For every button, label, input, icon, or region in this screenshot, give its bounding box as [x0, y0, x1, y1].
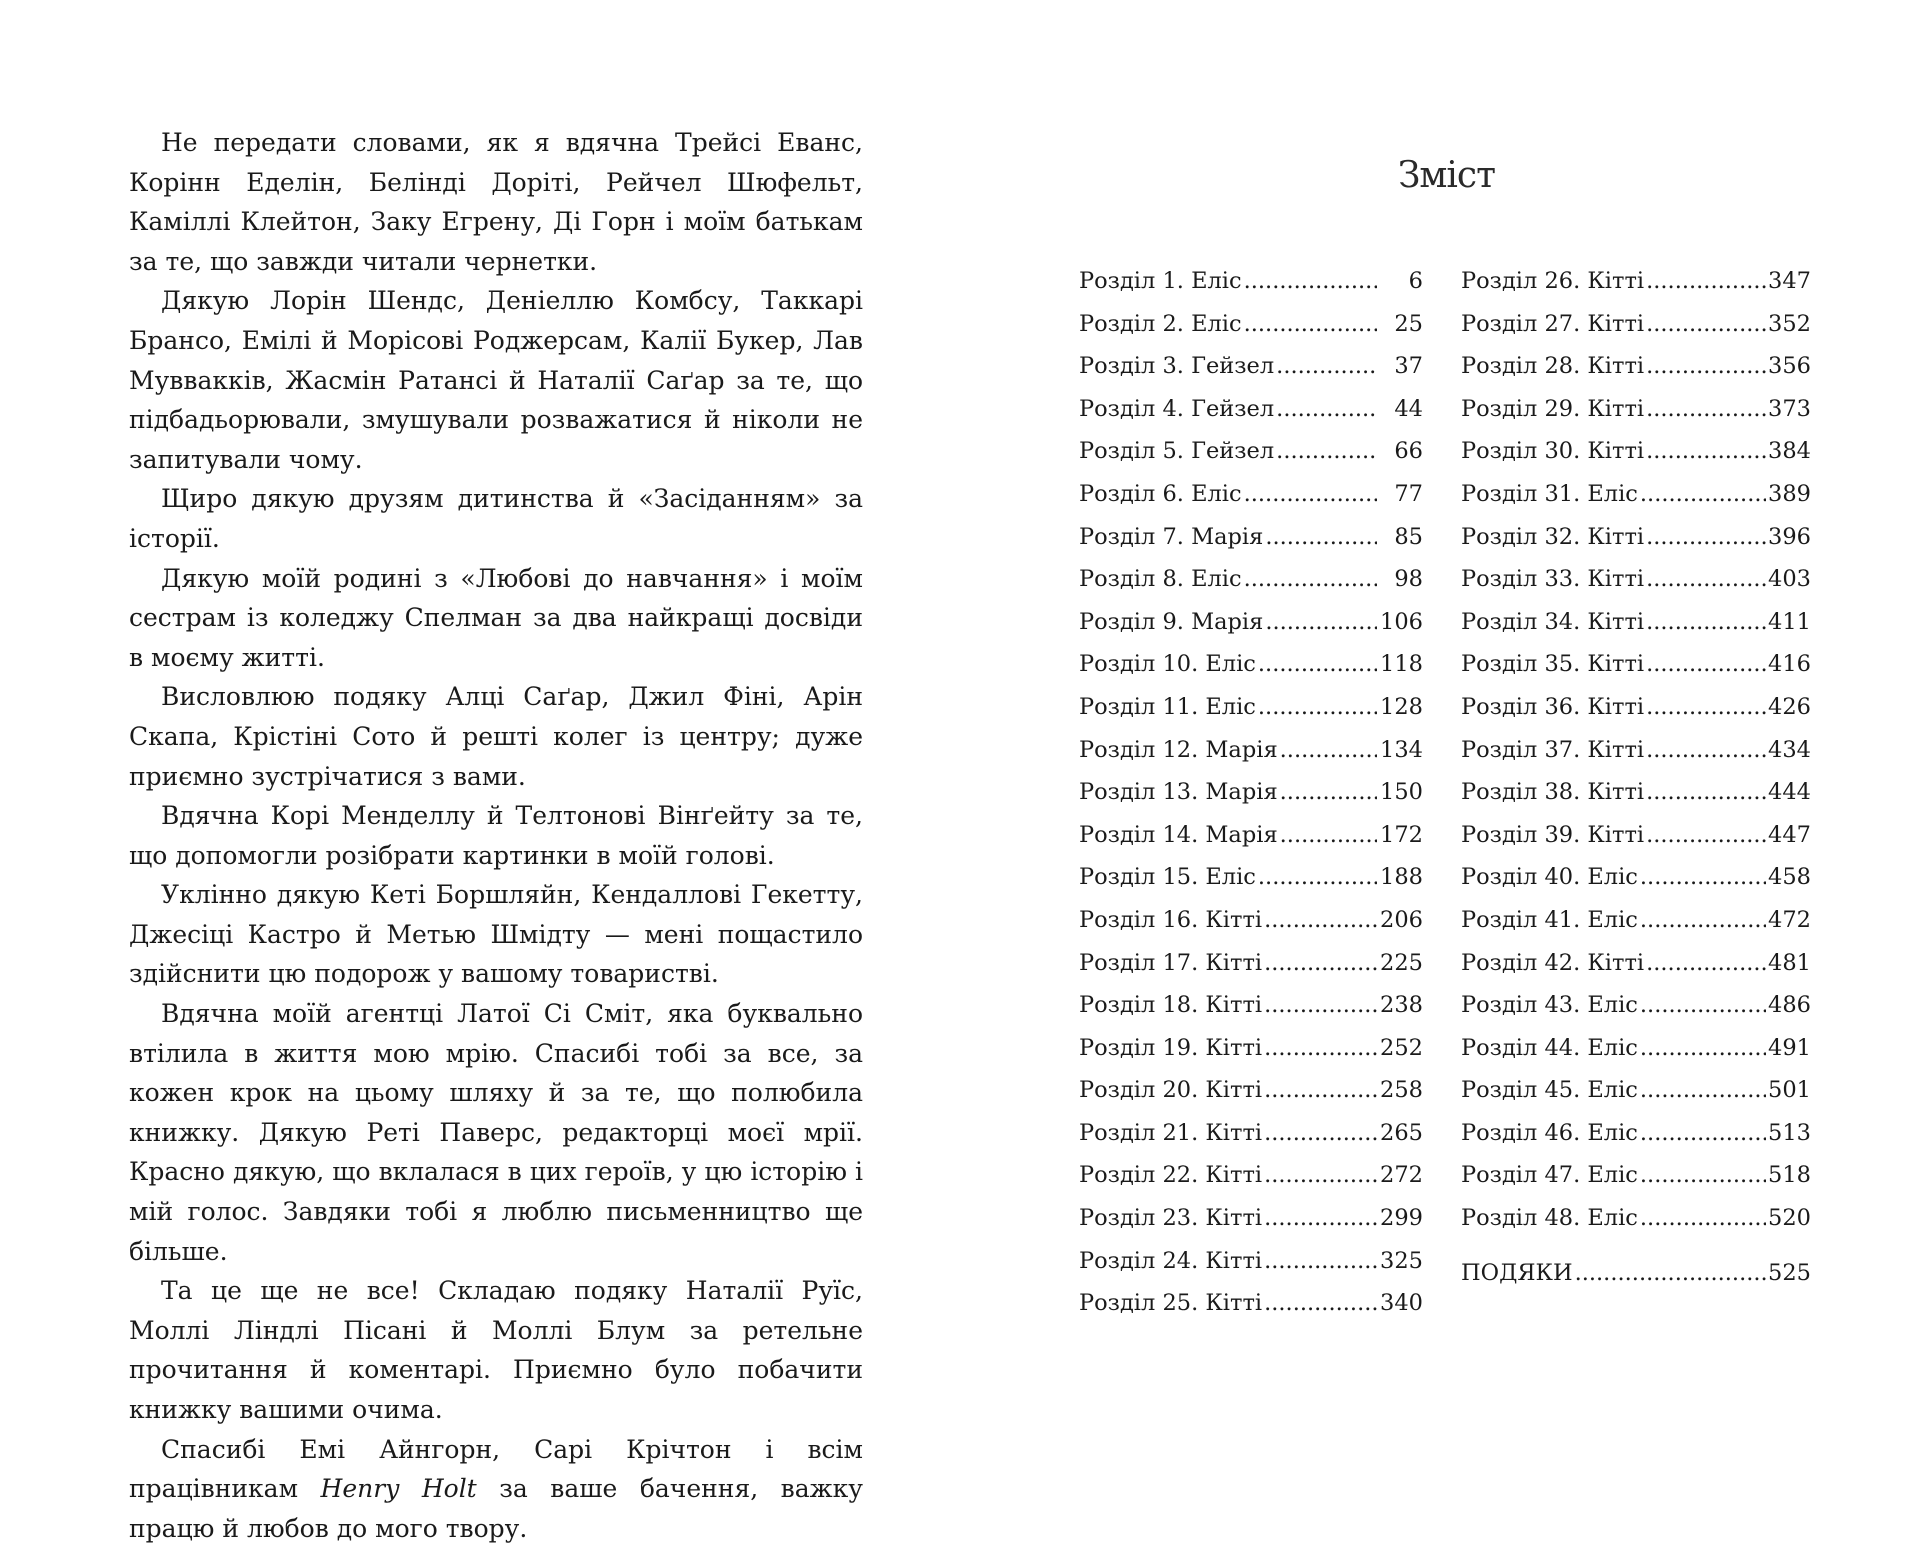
dot-leader — [1258, 856, 1377, 899]
toc-entry-page: 85 — [1394, 523, 1423, 550]
dot-leader — [1640, 473, 1766, 516]
toc-entry-label: Розділ 15. Еліс — [1079, 864, 1256, 891]
dot-leader — [1264, 1112, 1377, 1155]
toc-entry[interactable] — [1461, 814, 1811, 857]
dot-leader — [1646, 430, 1766, 473]
toc-entry-page: 272 — [1380, 1162, 1423, 1189]
dot-leader — [1264, 942, 1377, 985]
toc-entry-label: Розділ 1. Еліс — [1079, 268, 1242, 294]
toc-entry[interactable] — [1079, 516, 1423, 559]
page-title: Зміст — [1397, 155, 1496, 196]
toc-entry-label: Розділ 46. Еліс — [1461, 1119, 1638, 1146]
toc-entry-label: Розділ 21. Кітті — [1079, 1119, 1263, 1146]
toc-entry[interactable] — [1461, 899, 1811, 942]
toc-entry[interactable] — [1461, 1069, 1811, 1112]
ack-paragraph: Вдячна моїй агентці Латої Сі Сміт, яка буквально втілила в життя мою мрію. Спасибі тобі за все, за кожен крок на цьому шляху й за те, що полюбила книжку. Дякую Реті Паверс, редакторці моєї мрії. Красно дякую, що вклалася в цих героїв, у цю історію і мій голос. Завдяки тобі я люблю письменництво ще більше. — [129, 999, 863, 1266]
dot-leader — [1640, 1154, 1766, 1197]
toc-entry-label: Розділ 28. Кітті — [1461, 353, 1645, 380]
toc-entry-page: 128 — [1380, 693, 1423, 720]
toc-entry[interactable] — [1079, 1027, 1423, 1070]
dot-leader — [1244, 558, 1377, 601]
toc-entry-page: 518 — [1768, 1162, 1811, 1189]
toc-entry-label: Розділ 13. Марія — [1079, 779, 1278, 806]
ack-paragraph: Щиро дякую друзям дитинства й «Засіданням» за історії. — [129, 484, 863, 553]
toc-entry-label: Розділ 20. Кітті — [1079, 1077, 1263, 1104]
toc-entry-page: 472 — [1768, 906, 1811, 933]
toc-entry-page: 486 — [1768, 992, 1811, 1019]
toc-entry-label: Розділ 41. Еліс — [1461, 906, 1638, 933]
toc-entry-page: 491 — [1768, 1034, 1811, 1061]
dot-leader — [1646, 558, 1766, 601]
dot-leader — [1264, 1197, 1377, 1240]
toc-entry[interactable] — [1461, 771, 1811, 814]
ack-text: Спасибі Емі Айнгорн, Сарі Крічтон і всім працівникам — [129, 1434, 863, 1504]
ack-text: за ваше бачення, важку працю й любов до мого твору. — [129, 1474, 863, 1543]
toc-entry-page: 356 — [1768, 353, 1811, 380]
dot-leader — [1264, 1154, 1377, 1197]
toc-entry-label: Розділ 29. Кітті — [1461, 395, 1645, 422]
toc-entry-page: 172 — [1380, 821, 1423, 848]
toc-entry[interactable] — [1079, 643, 1423, 686]
toc-entry-label: Розділ 42. Кітті — [1461, 949, 1645, 976]
toc-entry-label: Розділ 5. Гейзел — [1079, 438, 1275, 465]
toc-entry-label: Розділ 48. Еліс — [1461, 1205, 1638, 1232]
toc-entry-page: 426 — [1768, 693, 1811, 720]
toc-entry[interactable] — [1461, 643, 1811, 686]
toc-entry-label: Розділ 39. Кітті — [1461, 821, 1645, 848]
toc-entry-label: Розділ 25. Кітті — [1079, 1290, 1263, 1317]
toc-entry[interactable] — [1461, 388, 1811, 431]
toc-entry[interactable] — [1461, 1197, 1811, 1240]
dot-leader — [1264, 1240, 1377, 1283]
dot-leader — [1646, 814, 1766, 857]
dot-leader — [1264, 1027, 1377, 1070]
toc-entry-label: Розділ 44. Еліс — [1461, 1034, 1638, 1061]
toc-entry[interactable] — [1079, 430, 1423, 473]
dot-leader — [1244, 303, 1377, 346]
toc-entry[interactable] — [1461, 516, 1811, 559]
toc-entry-page: 299 — [1380, 1205, 1423, 1232]
dot-leader — [1264, 899, 1377, 942]
toc-entry-page: 458 — [1768, 864, 1811, 891]
toc-entry-acknowledgements[interactable] — [1461, 1252, 1811, 1295]
toc-entry-page: 447 — [1768, 821, 1811, 848]
toc-entry-page: 66 — [1394, 438, 1423, 465]
dot-leader — [1646, 771, 1766, 814]
dot-leader — [1265, 601, 1377, 644]
dot-leader — [1280, 729, 1377, 772]
ack-paragraph: Вдячна Корі Менделлу й Телтонові Вінґейту за те, що допомогли розібрати картинки в моїй голові. — [129, 801, 863, 870]
toc-entry[interactable] — [1461, 729, 1811, 772]
toc-entry[interactable] — [1079, 558, 1423, 601]
toc-entry-label: Розділ 47. Еліс — [1461, 1162, 1638, 1189]
toc-entry-label: Розділ 40. Еліс — [1461, 864, 1638, 891]
toc-entry[interactable] — [1079, 1069, 1423, 1112]
toc-entry[interactable] — [1079, 473, 1423, 516]
dot-leader — [1646, 388, 1766, 431]
toc-entry-page: 347 — [1768, 268, 1811, 294]
dot-leader — [1244, 473, 1377, 516]
toc-entry-page: 411 — [1768, 608, 1811, 635]
toc-entry-page: 265 — [1380, 1119, 1423, 1146]
dot-leader — [1276, 388, 1377, 431]
toc-entry-page: 513 — [1768, 1119, 1811, 1146]
toc-entry-label: Розділ 14. Марія — [1079, 821, 1278, 848]
toc-entry[interactable] — [1079, 686, 1423, 729]
toc-entry[interactable] — [1079, 1240, 1423, 1283]
dot-leader — [1276, 345, 1377, 388]
toc-entry-page: 403 — [1768, 566, 1811, 593]
toc-spacer — [1461, 1240, 1811, 1252]
toc-entry-label: Розділ 4. Гейзел — [1079, 395, 1275, 422]
toc-entry-label: Розділ 6. Еліс — [1079, 480, 1242, 507]
dot-leader — [1280, 771, 1377, 814]
toc-entry-page: 520 — [1768, 1205, 1811, 1232]
toc-entry[interactable] — [1079, 1112, 1423, 1155]
ack-paragraph: Уклінно дякую Кеті Боршляйн, Кендаллові Гекетту, Джесіці Кастро й Метью Шмідту — мені пощастило здійснити цю подорож у вашому товаристві. — [129, 880, 863, 989]
toc-entry-page: 373 — [1768, 395, 1811, 422]
toc-entry-label: Розділ 27. Кітті — [1461, 310, 1645, 337]
toc-entry-page: 396 — [1768, 523, 1811, 550]
ack-paragraph-last — [129, 1430, 863, 1548]
toc-entry-label: Розділ 30. Кітті — [1461, 438, 1645, 465]
toc-entry[interactable] — [1079, 942, 1423, 985]
toc-entry-label: Розділ 11. Еліс — [1079, 693, 1256, 720]
publisher-name: Henry Holt — [320, 1474, 477, 1504]
toc-entry-page: 118 — [1380, 651, 1423, 678]
toc-entry-page: 106 — [1380, 608, 1423, 635]
dot-leader — [1646, 686, 1766, 729]
dot-leader — [1575, 1252, 1766, 1295]
toc-entry-page: 206 — [1380, 906, 1423, 933]
toc-entry[interactable] — [1461, 1027, 1811, 1070]
dot-leader — [1646, 643, 1766, 686]
toc-entry-label: Розділ 17. Кітті — [1079, 949, 1263, 976]
dot-leader — [1258, 643, 1377, 686]
toc-entry-page: 37 — [1394, 353, 1423, 380]
toc-entry-label: Розділ 38. Кітті — [1461, 779, 1645, 806]
toc-entry[interactable] — [1079, 345, 1423, 388]
toc-entry[interactable] — [1079, 814, 1423, 857]
dot-leader — [1646, 345, 1766, 388]
toc-entry-page: 444 — [1768, 779, 1811, 806]
ack-paragraph: Дякую моїй родині з «Любові до навчання» і моїм сестрам із коледжу Спелман за два найкращі досвіди в моєму житті. — [129, 563, 863, 672]
toc-entry[interactable] — [1461, 260, 1811, 303]
dot-leader — [1265, 516, 1377, 559]
toc-column-right — [1461, 260, 1811, 1294]
toc-column-left — [1079, 260, 1423, 1325]
toc-entry[interactable] — [1079, 601, 1423, 644]
toc-entry[interactable] — [1461, 856, 1811, 899]
toc-entry-page: 352 — [1768, 310, 1811, 337]
dot-leader — [1640, 1197, 1766, 1240]
dot-leader — [1276, 430, 1377, 473]
toc-entry-page: 77 — [1394, 480, 1423, 507]
toc-entry-label: Розділ 45. Еліс — [1461, 1077, 1638, 1104]
toc-entry-page: 134 — [1380, 736, 1423, 763]
dot-leader — [1646, 601, 1766, 644]
dot-leader — [1640, 1112, 1766, 1155]
dot-leader — [1640, 984, 1766, 1027]
toc-entry-label: Розділ 2. Еліс — [1079, 310, 1242, 337]
toc-entry-page: 238 — [1380, 992, 1423, 1019]
toc-entry[interactable] — [1079, 1197, 1423, 1240]
toc-entry-label: Розділ 34. Кітті — [1461, 608, 1645, 635]
toc-entry[interactable] — [1079, 729, 1423, 772]
toc-entry-label: Розділ 3. Гейзел — [1079, 353, 1275, 380]
dot-leader — [1640, 1069, 1766, 1112]
toc-entry[interactable] — [1079, 856, 1423, 899]
toc-entry-label: Розділ 24. Кітті — [1079, 1247, 1263, 1274]
toc-entry[interactable] — [1461, 303, 1811, 346]
toc-entry-page: 501 — [1768, 1077, 1811, 1104]
toc-entry[interactable] — [1461, 601, 1811, 644]
dot-leader — [1646, 516, 1766, 559]
toc-entry-page: 98 — [1394, 566, 1423, 593]
toc-entry-label: Розділ 9. Марія — [1079, 608, 1264, 635]
toc-entry-page: 25 — [1394, 310, 1423, 337]
toc-entry[interactable] — [1079, 260, 1423, 303]
toc-entry-page: 525 — [1768, 1259, 1811, 1286]
toc-entry-page: 384 — [1768, 438, 1811, 465]
toc-entry-page: 188 — [1380, 864, 1423, 891]
toc-entry[interactable] — [1461, 430, 1811, 473]
toc-entry-label: Розділ 35. Кітті — [1461, 651, 1645, 678]
ack-paragraph: Не передати словами, як я вдячна Трейсі Еванс, Корінн Еделін, Белінді Доріті, Рейчел Шюфельт, Каміллі Клейтон, Заку Егрену, Ді Горн і моїм батькам за те, що завжди читали чернетки. — [129, 128, 863, 276]
dot-leader — [1264, 1069, 1377, 1112]
toc-entry[interactable] — [1079, 771, 1423, 814]
dot-leader — [1244, 260, 1377, 303]
toc-entry-label: Розділ 32. Кітті — [1461, 523, 1645, 550]
toc-entry-page: 434 — [1768, 736, 1811, 763]
toc-entry-label: Розділ 8. Еліс — [1079, 566, 1242, 593]
toc-entry-label: Розділ 36. Кітті — [1461, 693, 1645, 720]
toc-entry[interactable] — [1461, 984, 1811, 1027]
ack-paragraph: Висловлюю подяку Алці Саґар, Джил Фіні, Арін Скапа, Крістіні Сото й решті колег із центру; дуже приємно зустрічатися з вами. — [129, 682, 863, 791]
toc-entry-label: Розділ 23. Кітті — [1079, 1205, 1263, 1232]
toc-entry[interactable] — [1079, 1154, 1423, 1197]
toc-entry-label: Розділ 19. Кітті — [1079, 1034, 1263, 1061]
toc-entry[interactable] — [1079, 388, 1423, 431]
toc-entry-label: Розділ 16. Кітті — [1079, 906, 1263, 933]
dot-leader — [1264, 1282, 1377, 1325]
toc-entry[interactable] — [1461, 345, 1811, 388]
toc-entry[interactable] — [1079, 899, 1423, 942]
toc-entry-page: 258 — [1380, 1077, 1423, 1104]
toc-entry-label: Розділ 37. Кітті — [1461, 736, 1645, 763]
toc-entry-label: Розділ 10. Еліс — [1079, 651, 1256, 678]
toc-entry[interactable] — [1461, 686, 1811, 729]
toc-entry-page: 389 — [1768, 480, 1811, 507]
toc-entry[interactable] — [1461, 1112, 1811, 1155]
toc-entry-page: 416 — [1768, 651, 1811, 678]
toc-entry-label: Розділ 33. Кітті — [1461, 566, 1645, 593]
toc-entry-label: Розділ 43. Еліс — [1461, 992, 1638, 1019]
toc-entry[interactable] — [1461, 558, 1811, 601]
dot-leader — [1640, 856, 1766, 899]
toc-entry-page: 150 — [1380, 779, 1423, 806]
toc-entry[interactable] — [1461, 1154, 1811, 1197]
dot-leader — [1646, 303, 1766, 346]
dot-leader — [1640, 899, 1766, 942]
toc-entry-page: 481 — [1768, 949, 1811, 976]
dot-leader — [1646, 260, 1766, 303]
dot-leader — [1258, 686, 1377, 729]
toc-entry-label: Розділ 22. Кітті — [1079, 1162, 1263, 1189]
toc-entry-label: ПОДЯКИ — [1461, 1259, 1573, 1286]
dot-leader — [1646, 729, 1766, 772]
ack-paragraph: Дякую Лорін Шендс, Деніеллю Комбсу, Таккарі Брансо, Емілі й Морісові Роджерсам, Калії Букер, Лав Муввакків, Жасмін Ратансі й Наталії Саґар за те, що підбадьорювали, змушували розважатися й ніколи не запитували чому. — [129, 286, 863, 474]
toc-entry-label: Розділ 12. Марія — [1079, 736, 1278, 763]
acknowledgements-page — [129, 123, 863, 1548]
ack-paragraph: Та це ще не все! Складаю подяку Наталії Руїс, Моллі Ліндлі Пісані й Моллі Блум за ретельне прочитання й коментарі. Приємно було побачити книжку вашими очима. — [129, 1276, 863, 1424]
dot-leader — [1640, 1027, 1766, 1070]
toc-entry-page: 44 — [1394, 395, 1423, 422]
toc-entry-label: Розділ 31. Еліс — [1461, 480, 1638, 507]
toc-entry-page: 6 — [1408, 268, 1423, 294]
toc-entry-label: Розділ 7. Марія — [1079, 523, 1264, 550]
toc-entry-page: 325 — [1380, 1247, 1423, 1274]
toc-entry[interactable] — [1079, 303, 1423, 346]
toc-entry-page: 340 — [1380, 1290, 1423, 1317]
dot-leader — [1280, 814, 1377, 857]
toc-entry[interactable] — [1079, 1282, 1423, 1325]
toc-entry[interactable] — [1461, 942, 1811, 985]
toc-entry-label: Розділ 18. Кітті — [1079, 992, 1263, 1019]
dot-leader — [1646, 942, 1766, 985]
toc-entry-page: 225 — [1380, 949, 1423, 976]
toc-entry[interactable] — [1079, 984, 1423, 1027]
toc-entry[interactable] — [1461, 473, 1811, 516]
toc-entry-page: 252 — [1380, 1034, 1423, 1061]
toc-entry-label: Розділ 26. Кітті — [1461, 268, 1645, 294]
dot-leader — [1264, 984, 1377, 1027]
